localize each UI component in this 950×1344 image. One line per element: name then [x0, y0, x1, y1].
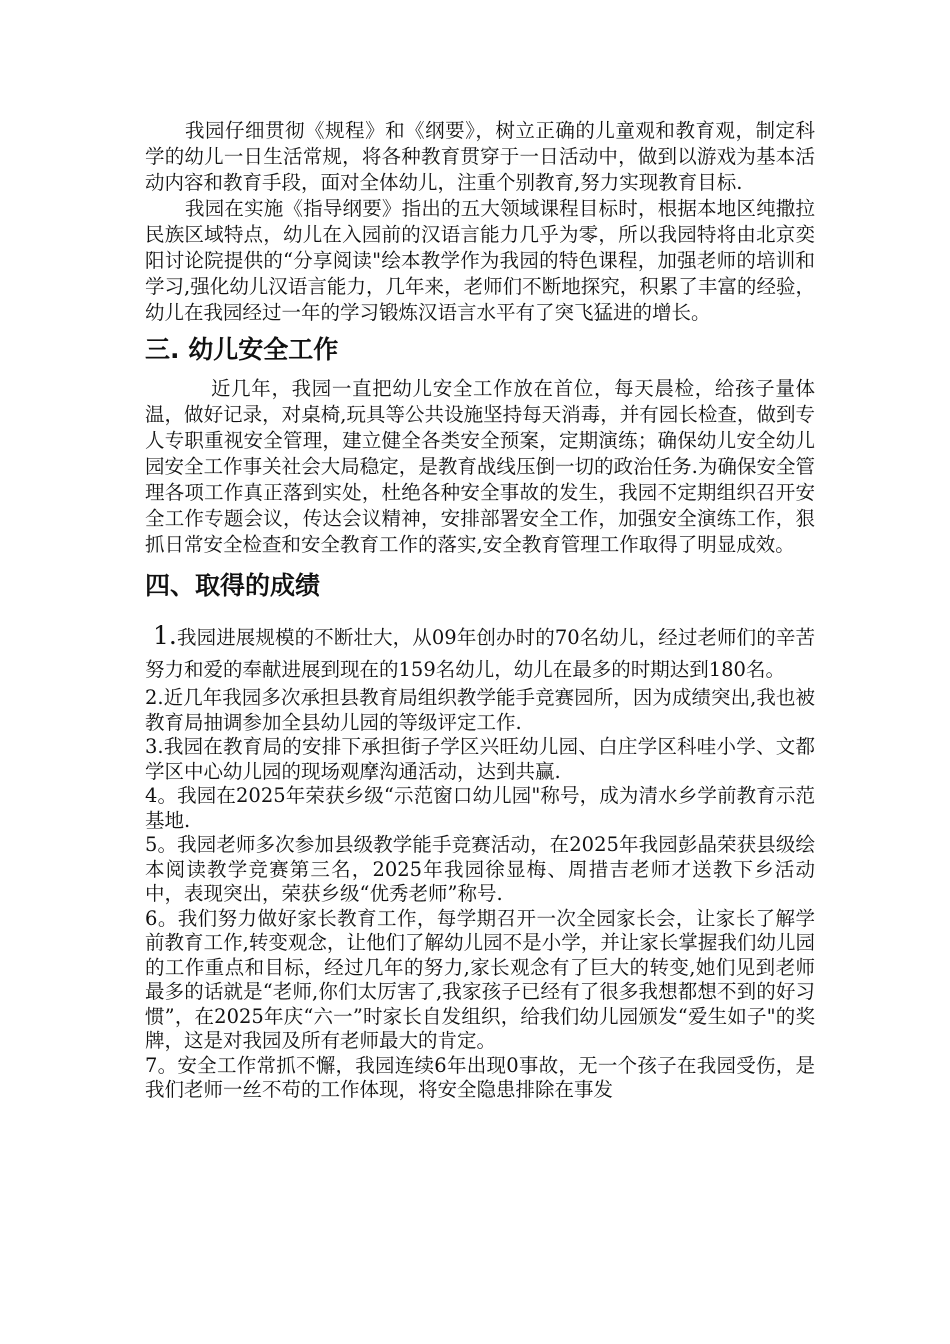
paragraph-safety-work: 近几年，我园一直把幼儿安全工作放在首位，每天晨检，给孩子量体温，做好记录，对桌椅,玩具等公共设施坚持每天消毒，并有园长检查，做到专人专职重视安全管理，建立健全各类安全预案，定期演练；确保幼儿安全幼儿园安全工作事关社会大局稳定，是教育战线压倒一切的政治任务.为确保安全管理各项工作真正落到实处，杜绝各种安全事故的发生，我园不定期组织召开安全工作专题会议，传达会议精神，安排部署安全工作，加强安全演练工作，狠抓日常安全检查和安全教育工作的落实,安全教育管理工作取得了明显成效。 — [145, 377, 815, 556]
document-page — [145, 118, 815, 1103]
achievement-item-6: 6。我们努力做好家长教育工作，每学期召开一次全园家长会，让家长了解学前教育工作,转变观念，让他们了解幼儿园不是小学，并让家长掌握我们幼儿园的工作重点和目标，经过几年的努力,家长观念有了巨大的转变,她们见到老师最多的话就是“老师,你们太厉害了,我家孩子已经有了很多我想都想不到的好习惯”，在2025年庆“六一”时家长自发组织，给我们幼儿园颁发“爱生如子"的奖牌，这是对我园及所有老师最大的肯定。 — [145, 906, 815, 1052]
achievement-item-5: 5。我园老师多次参加县级教学能手竞赛活动，在2025年我园彭晶荣获县级绘本阅读教学竞赛第三名，2025年我园徐显梅、周措吉老师才送教下乡活动中，表现突出，荣获乡级“优秀老师”称号. — [145, 833, 815, 905]
achievement-item-4: 4。我园在2025年荣获乡级“示范窗口幼儿园"称号，成为清水乡学前教育示范基地. — [145, 784, 815, 832]
section-heading-safety: 三. 幼儿安全工作 — [145, 335, 339, 364]
achievement-item-1-text: 我园进展规模的不断壮大，从09年创办时的70名幼儿，经过老师们的辛苦努力和爱的奉献进展到现在的159名幼儿，幼儿在最多的时期达到180名。 — [145, 626, 815, 681]
paragraph-curriculum-standards: 我园仔细贯彻《规程》和《纲要》，树立正确的儿童观和教育观，制定科学的幼儿一日生活常规，将各种教育贯穿于一日活动中，做到以游戏为基本活动内容和教育手段，面对全体幼儿，注重个别教育,努力实现教育目标. — [145, 119, 815, 194]
paragraph-featured-course: 我园在实施《指导纲要》指出的五大领域课程目标时，根据本地区纯撒拉民族区域特点，幼儿在入园前的汉语言能力几乎为零，所以我园特将由北京奕阳讨论院提供的“分享阅读"绘本教学作为我园的特色课程，加强老师的培训和学习,强化幼儿汉语言能力，几年来，老师们不断地探究，积累了丰富的经验，幼儿在我园经过一年的学习锻炼汉语言水平有了突飞猛进的增长。 — [145, 197, 815, 324]
achievement-item-1-number: 1. — [153, 621, 177, 650]
achievement-item-1 — [145, 620, 815, 686]
achievement-item-2: 2.近几年我园多次承担县教育局组织教学能手竞赛园所，因为成绩突出,我也被教育局抽调参加全县幼儿园的等级评定工作. — [145, 686, 815, 734]
achievement-item-3: 3.我园在教育局的安排下承担街子学区兴旺幼儿园、白庄学区科哇小学、文都学区中心幼儿园的现场观摩沟通活动，达到共赢. — [145, 735, 815, 783]
achievement-item-7: 7。安全工作常抓不懈，我园连续6年出现0事故，无一个孩子在我园受伤，是我们老师一丝不苟的工作体现，将安全隐患排除在事发 — [145, 1053, 815, 1101]
section-heading-achievements: 四、取得的成绩 — [145, 571, 321, 600]
